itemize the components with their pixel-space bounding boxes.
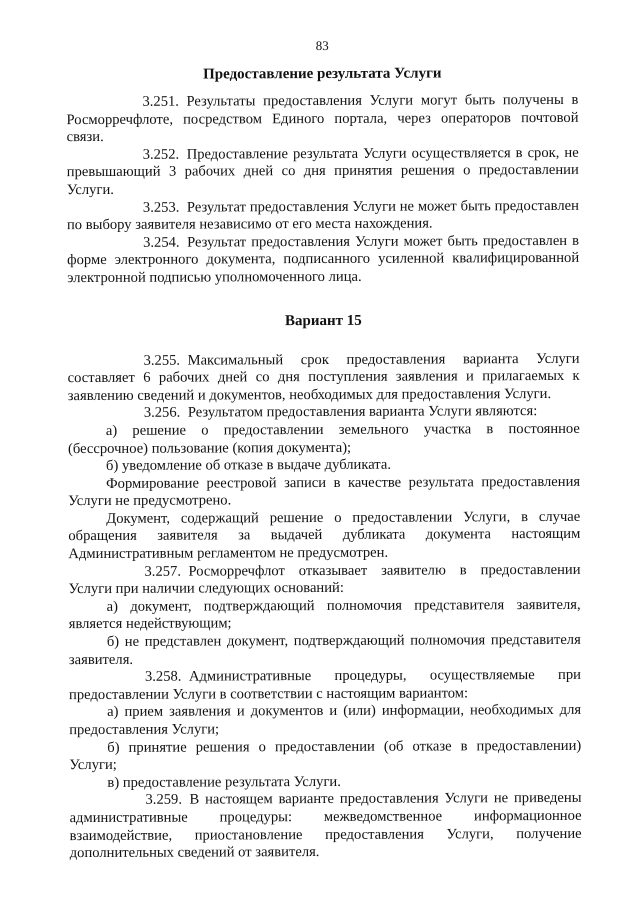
list-item-c: в) предоставление результата Услуги. (107, 773, 341, 791)
clause-3-256 (68, 403, 580, 423)
clause-number: 3.258. (144, 668, 182, 685)
list-item-a: а) документ, подтверждающий полномочия представителя заявителя, является недействующим; (68, 596, 581, 633)
paragraph: Формирование реестровой записи в качестве результата предоставления Услуги не предусмотрено. (68, 473, 581, 510)
clause-3-259 (69, 790, 581, 863)
clause-number: 3.253. (142, 199, 180, 216)
section-heading-variant: Вариант 15 (284, 312, 362, 329)
clause-number: 3.256. (143, 404, 181, 422)
list-item-a: а) прием заявления и документов и (или) информации, необходимых для предоставления Услуги; (69, 702, 582, 739)
clause-3-255 (68, 350, 580, 405)
paragraph: Документ, содержащий решение о предоставлении Услуги, в случае обращения заявителя за выдачей дубликата документа настоящим Административным регламентом не предусмотрен. (68, 508, 581, 563)
clause-number: 3.251. (142, 93, 179, 110)
section-heading-result: Предоставление результата Услуги (203, 65, 442, 83)
clause-text: В настоящем варианте предоставления Услуги не приведены административные процедуры: межведомственное информационное взаимодействие, приостановление предоставления Услуги, получение дополнительных сведений от заявителя. (69, 790, 582, 862)
list-item-b: б) принятие решения о предоставлении (об отказе в предоставлении) Услуги; (69, 737, 582, 774)
list-item-a: а) решение о предоставлении земельного участка в постоянное (бессрочное) пользование (копия документа); (67, 420, 580, 457)
list-item-b: б) уведомление об отказе в выдаче дубликата. (105, 456, 392, 475)
clause-3-251 (66, 92, 578, 147)
clause-number: 3.259. (145, 791, 183, 809)
clause-3-252 (67, 145, 579, 200)
clause-text: Предоставление результата Услуги осуществляется в срок, не превышающий 3 рабочих дней со дня принятия решения о предоставлении Услуги. (66, 144, 579, 199)
clause-text: Административные процедуры, осуществляемые при предоставлении Услуги в соответствии с настоящим вариантом: (68, 667, 581, 703)
clause-3-257 (68, 562, 580, 599)
clause-number: 3.257. (144, 563, 182, 580)
clause-text: Максимальный срок предоставления варианта Услуги составляет 6 рабочих дней со дня поступления заявления и прилагаемых к заявлению сведений и документов, необходимых для предоставления Услуги. (67, 350, 580, 404)
clause-number: 3.252. (142, 146, 180, 163)
clause-text: Результат предоставления Услуги может быть предоставлен в форме электронного документа, подписанного усиленной квалифицированной электронной подписью уполномоченного лица. (67, 232, 580, 287)
clause-text: Росморречфлот отказывает заявителю в предоставлении Услуги при наличии следующих оснований: (68, 561, 581, 598)
list-item-b: б) не представлен документ, подтверждающий полномочия представителя заявителя. (68, 631, 581, 668)
clause-3-258 (69, 667, 581, 704)
page-number: 83 (315, 37, 329, 54)
clause-text: Результат предоставления Услуги не может быть предоставлен по выбору заявителя независимо от его места нахождения. (66, 197, 579, 234)
clause-number: 3.254. (143, 234, 180, 251)
clause-text: Результаты предоставления Услуги могут быть получены в Росморречфлоте, посредством Единого портала, через операторов почтовой связи. (66, 91, 579, 146)
clause-text: Результатом предоставления варианта Услуги являются: (187, 403, 538, 421)
clause-3-254 (67, 233, 579, 288)
clause-number: 3.255. (143, 352, 181, 369)
clause-3-253 (67, 197, 579, 234)
